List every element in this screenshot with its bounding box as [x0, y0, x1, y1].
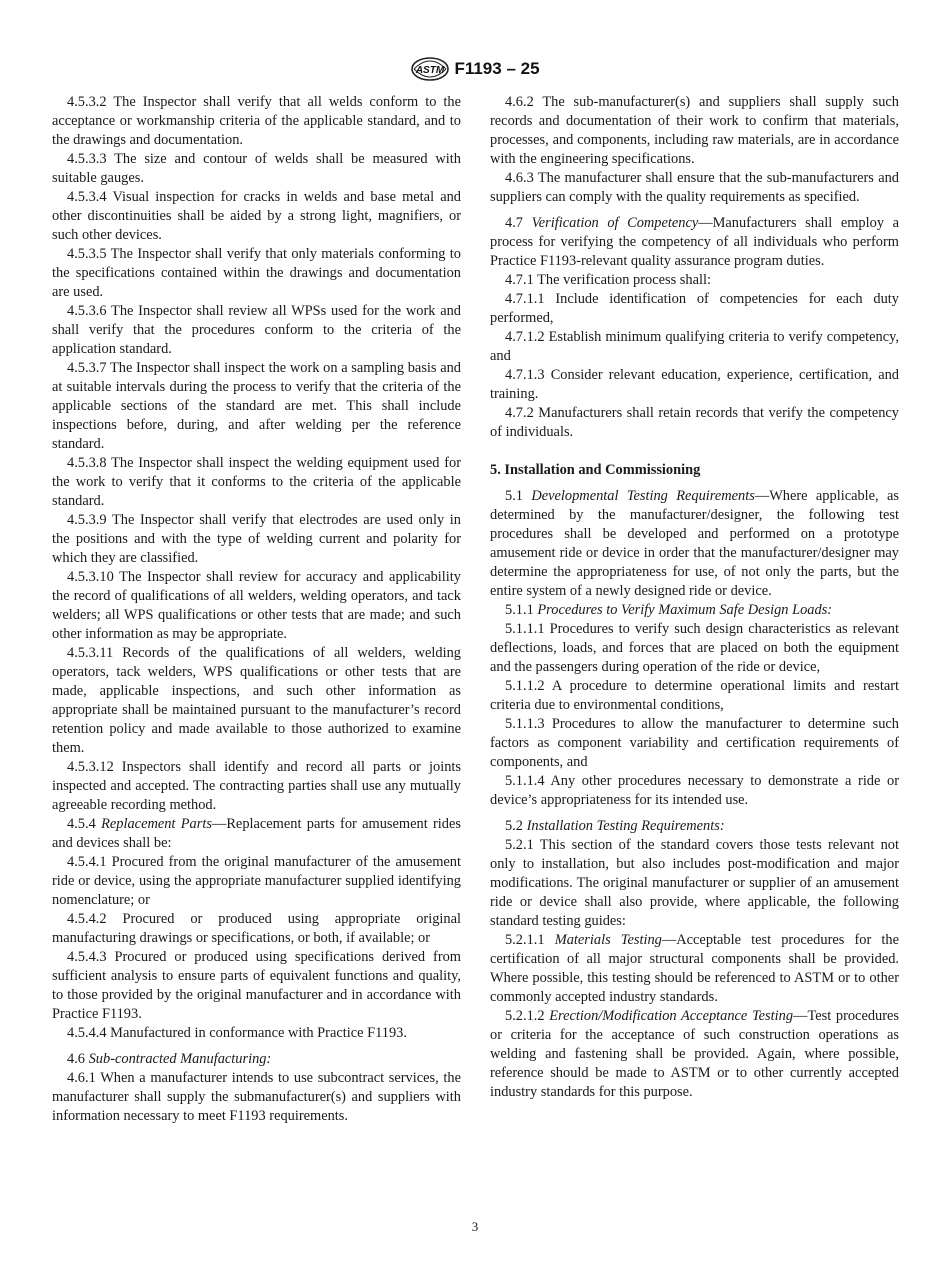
clause-paragraph [490, 620, 899, 677]
clause-text: 4.7.1.2 Establish minimum qualifying criteria to verify competency, and [490, 329, 899, 364]
clause-paragraph [52, 188, 461, 245]
clause-paragraph [52, 359, 461, 454]
clause-title: Erection/Modification Acceptance Testing [549, 1008, 794, 1024]
clause-text: 4.5.4.1 Procured from the original manufacturer of the amusement ride or device, using the appropriate manufacturer supplied identifying nomenclature; or [52, 854, 461, 908]
clause-text: 4.7.1.3 Consider relevant education, experience, certification, and training. [490, 367, 899, 402]
clause-paragraph [490, 601, 899, 620]
clause-text: 4.6.1 When a manufacturer intends to use subcontract services, the manufacturer shall supply the submanufacturer(s) and suppliers with information necessary to meet F1193 requirements. [52, 1070, 461, 1124]
clause-title: Verification of Competency [531, 215, 699, 231]
clause-paragraph [52, 1050, 461, 1069]
clause-number: 4.5.4 [67, 816, 96, 832]
clause-paragraph [490, 366, 899, 404]
clause-paragraph [490, 931, 899, 1007]
clause-paragraph [490, 772, 899, 810]
clause-paragraph [52, 511, 461, 568]
clause-paragraph [490, 715, 899, 772]
clause-paragraph [490, 328, 899, 366]
clause-text: 4.5.3.9 The Inspector shall verify that electrodes are used only in the positions and with the type of welding current and polarity for which they are classified. [52, 512, 461, 566]
clause-text: 4.5.3.12 Inspectors shall identify and record all parts or joints inspected and accepted. The contracting parties shall use any mutually agreeable recording method. [52, 759, 461, 813]
clause-title: Materials Testing [554, 932, 662, 948]
clause-paragraph [52, 758, 461, 815]
clause-text: 4.5.3.3 The size and contour of welds shall be measured with suitable gauges. [52, 151, 461, 186]
clause-text: 4.5.4.3 Procured or produced using specifications derived from sufficient analysis to ensure parts of equivalent functions and quality, to those provided by the original manufacturer and in accordance with Practice F1193. [52, 949, 461, 1022]
clause-text: —Replacement parts for amusement rides and devices shall be: [52, 816, 461, 851]
clause-text: 4.6.2 The sub-manufacturer(s) and suppliers shall supply such records and documentation of their work to confirm that materials, processes, and components, including raw materials, are in accordance with the engineering specifications. [490, 94, 899, 167]
right-column [490, 93, 899, 1102]
clause-text: 5.1.1.2 A procedure to determine operational limits and restart criteria due to environmental conditions, [490, 678, 899, 713]
clause-number: 5.2.1.2 [505, 1008, 545, 1024]
clause-number: 5.1 [505, 488, 523, 504]
clause-paragraph [490, 404, 899, 442]
section-heading: 5. Installation and Commissioning [490, 462, 701, 478]
clause-title: Installation Testing Requirements: [526, 818, 725, 834]
clause-text: 4.7.1.1 Include identification of competencies for each duty performed, [490, 291, 899, 326]
clause-paragraph [52, 644, 461, 758]
clause-text: —Manufacturers shall employ a process for verifying the competency of all individuals who perform Practice F1193-relevant quality assurance program duties. [490, 215, 899, 269]
clause-text: 4.7.2 Manufacturers shall retain records that verify the competency of individuals. [490, 405, 899, 440]
clause-paragraph [490, 817, 899, 836]
clause-text: 4.5.3.7 The Inspector shall inspect the work on a sampling basis and at suitable intervals during the process to verify that the criteria of the applicable sections of the standard are met. This shall include inspections before, during, and after welding per the reference standard. [52, 360, 461, 452]
clause-paragraph [52, 910, 461, 948]
clause-text: 4.5.4.2 Procured or produced using appropriate original manufacturing drawings or specifications, or both, if available; or [52, 911, 461, 946]
clause-title: Sub-contracted Manufacturing: [88, 1051, 272, 1067]
clause-text: —Where applicable, as determined by the manufacturer/designer, the following test procedures shall be developed and performed on a prototype amusement ride or device in order that the manufacturer/designer may determine the appropriateness for use, of not only the parts, but the entire system of a newly designed ride or device. [490, 488, 899, 599]
clause-text: 5.1.1.3 Procedures to allow the manufacturer to determine such factors as component variability and certification requirements of components, and [490, 716, 899, 770]
clause-paragraph [52, 454, 461, 511]
clause-text: —Test procedures or criteria for the acceptance of such construction operations as welding and fastening shall be provided. Again, where possible, reference should be made to ASTM or to other currently accepted industry standards for this purpose. [490, 1008, 899, 1100]
clause-number: 5.1.1 [505, 602, 534, 618]
clause-paragraph [490, 93, 899, 169]
clause-paragraph [52, 815, 461, 853]
clause-title: Developmental Testing Requirements [531, 488, 755, 504]
clause-title: Replacement Parts [101, 816, 212, 832]
clause-paragraph [490, 836, 899, 931]
page-header [0, 56, 950, 82]
astm-logo-text: ASTM [416, 65, 445, 76]
left-column [52, 93, 461, 1126]
clause-paragraph [52, 93, 461, 150]
clause-number: 4.7 [505, 215, 523, 231]
clause-number: 5.2 [505, 818, 523, 834]
document-designation: F1193 – 25 [454, 59, 540, 78]
clause-paragraph [52, 245, 461, 302]
clause-title: Procedures to Verify Maximum Safe Design Loads: [537, 602, 833, 618]
clause-text: —Acceptable test procedures for the certification of all major structural components shall be provided. Where possible, this testing should be referenced to ASTM or to other commonly accepted industry standards. [490, 932, 899, 1005]
clause-text: 4.5.3.6 The Inspector shall review all WPSs used for the work and shall verify that the procedures conform to the criteria of the application standard. [52, 303, 461, 357]
clause-paragraph [52, 1069, 461, 1126]
clause-paragraph [52, 853, 461, 910]
clause-paragraph [490, 169, 899, 207]
clause-paragraph [52, 948, 461, 1024]
clause-paragraph [490, 677, 899, 715]
clause-number: 5.2.1.1 [505, 932, 545, 948]
clause-paragraph [52, 1024, 461, 1043]
page-number: 3 [471, 1219, 479, 1234]
clause-text: 4.5.3.4 Visual inspection for cracks in welds and base metal and other discontinuities shall be aided by a strong light, magnifiers, or such other devices. [52, 189, 461, 243]
clause-paragraph [490, 271, 899, 290]
clause-number: 4.6 [67, 1051, 85, 1067]
clause-text: 4.5.3.2 The Inspector shall verify that all welds conform to the acceptance or workmanship criteria of the applicable standard, and to the drawings and documentation. [52, 94, 461, 148]
clause-text: 5.1.1.4 Any other procedures necessary to demonstrate a ride or device’s appropriateness for its intended use. [490, 773, 899, 808]
clause-text: 4.5.3.10 The Inspector shall review for accuracy and applicability the record of qualifications of all welders, welding operators, and tack welders; all WPS qualifications or other tests that are made; and such other information as may be appropriate. [52, 569, 461, 642]
clause-paragraph [52, 150, 461, 188]
clause-text: 5.1.1.1 Procedures to verify such design characteristics as relevant deflections, loads, and forces that are placed on both the equipment and the passengers during operation of the ride or device, [490, 621, 899, 675]
clause-text: 4.5.3.5 The Inspector shall verify that only materials conforming to the specifications contained within the drawings and documentation are used. [52, 246, 461, 300]
clause-paragraph [490, 487, 899, 601]
clause-paragraph [490, 214, 899, 271]
clause-text: 4.7.1 The verification process shall: [505, 272, 711, 288]
clause-paragraph [490, 290, 899, 328]
clause-text: 5.2.1 This section of the standard covers those tests relevant not only to installation, but also includes post-modification and major modifications. The original manufacturer or supplier of an amusement ride or device shall also provide, where applicable, the following standard testing guides: [490, 837, 899, 929]
clause-paragraph [490, 1007, 899, 1102]
clause-text: 4.5.3.11 Records of the qualifications of all welders, welding operators, tack welders, WPS qualifications or other tests that are made, applicable inspections, and such other information as appropriate shall be maintained pursuant to the manufacturer’s record retention policy and made available to those authorized to examine them. [52, 645, 461, 756]
clause-text: 4.5.4.4 Manufactured in conformance with Practice F1193. [67, 1025, 407, 1041]
clause-text: 4.5.3.8 The Inspector shall inspect the welding equipment used for the work to verify that it conforms to the criteria of the applicable standard. [52, 455, 461, 509]
clause-paragraph [52, 302, 461, 359]
clause-paragraph [52, 568, 461, 644]
clause-text: 4.6.3 The manufacturer shall ensure that the sub-manufacturers and suppliers can comply with the quality requirements as specified. [490, 170, 899, 205]
astm-logo-icon [410, 56, 450, 82]
